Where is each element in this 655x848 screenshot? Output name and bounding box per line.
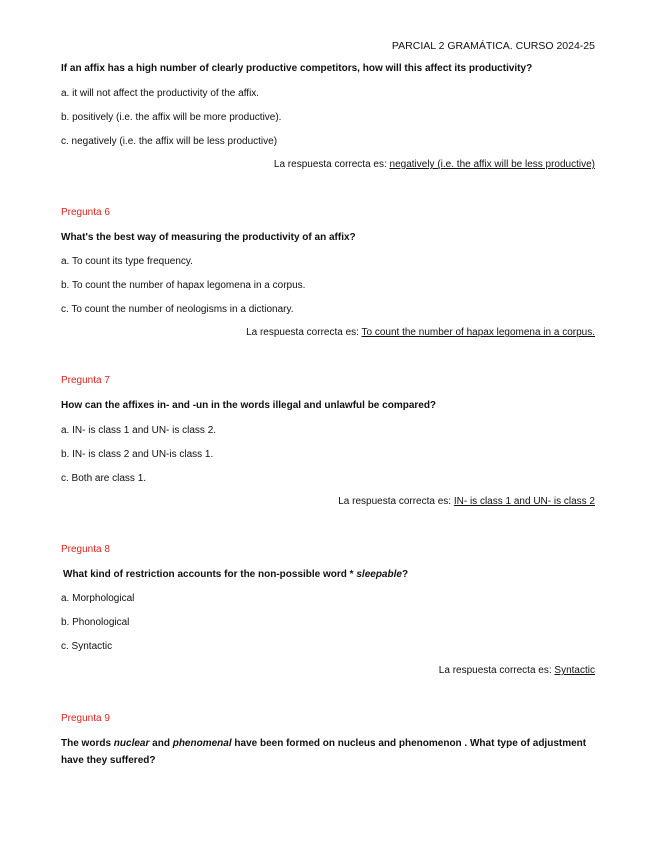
- q6-option-b: b. To count the number of hapax legomena in a corpus.: [61, 280, 306, 291]
- answer-prefix: La respuesta correcta es:: [338, 496, 454, 507]
- q8-option-b: b. Phonological: [61, 617, 130, 628]
- q5-option-a: a. it will not affect the productivity of the affix.: [61, 88, 260, 99]
- question-9-text-part: The words: [61, 738, 114, 749]
- question-9-label: Pregunta 9: [61, 713, 110, 724]
- q5-option-b: b. positively (i.e. the affix will be more productive).: [61, 112, 282, 123]
- q7-correct-answer: [338, 496, 595, 507]
- question-8-label: Pregunta 8: [61, 544, 110, 555]
- question-9-italic-word: nuclear: [113, 738, 150, 749]
- answer-prefix: La respuesta correcta es:: [438, 665, 555, 676]
- question-9-text-part: and: [149, 738, 173, 749]
- question-8-text-part: What kind of restriction accounts for the non-possible word *: [63, 569, 357, 580]
- question-8-text-end: ?: [401, 569, 409, 580]
- question-7-label: Pregunta 7: [61, 375, 110, 386]
- q7-option-a: a. IN- is class 1 and UN- is class 2.: [61, 425, 217, 436]
- q5-option-c: c. negatively (i.e. the affix will be less productive): [61, 136, 278, 147]
- question-9-italic-word: phenomenal: [172, 738, 232, 749]
- q6-option-c: c. To count the number of neologisms in a dictionary.: [61, 304, 294, 315]
- q7-option-c: c. Both are class 1.: [61, 473, 147, 484]
- q8-option-a: a. Morphological: [61, 593, 135, 604]
- answer-value: IN- is class 1 and UN- is class 2: [453, 496, 595, 507]
- q8-correct-answer: [439, 665, 595, 676]
- question-7-text: How can the affixes in- and -un in the words illegal and unlawful be compared?: [61, 400, 437, 411]
- question-9-text-part: have been formed on nucleus and phenomenon . What type of adjustment have they suffered?: [61, 738, 587, 766]
- page-header: PARCIAL 2 GRAMÁTICA. CURSO 2024-25: [391, 40, 595, 52]
- answer-value: negatively (i.e. the affix will be less productive): [389, 159, 595, 170]
- answer-prefix: La respuesta correcta es:: [273, 159, 390, 170]
- question-8-italic-word: sleepable: [356, 569, 402, 580]
- q8-option-c: c. Syntactic: [61, 641, 113, 652]
- q6-option-a: a. To count its type frequency.: [61, 256, 193, 267]
- q7-option-b: b. IN- is class 2 and UN-is class 1.: [61, 449, 214, 460]
- question-8-text: [63, 569, 408, 580]
- answer-value: Syntactic: [554, 665, 595, 676]
- question-6-text: What's the best way of measuring the productivity of an affix?: [61, 232, 356, 243]
- question-9-text: [61, 735, 596, 769]
- answer-prefix: La respuesta correcta es:: [246, 327, 362, 338]
- answer-value: To count the number of hapax legomena in a corpus.: [361, 327, 595, 338]
- q5-correct-answer: [274, 159, 595, 170]
- question-6-label: Pregunta 6: [61, 207, 110, 218]
- question-5-text: If an affix has a high number of clearly productive competitors, how will this affect its productivity?: [61, 63, 533, 74]
- q6-correct-answer: [246, 327, 595, 338]
